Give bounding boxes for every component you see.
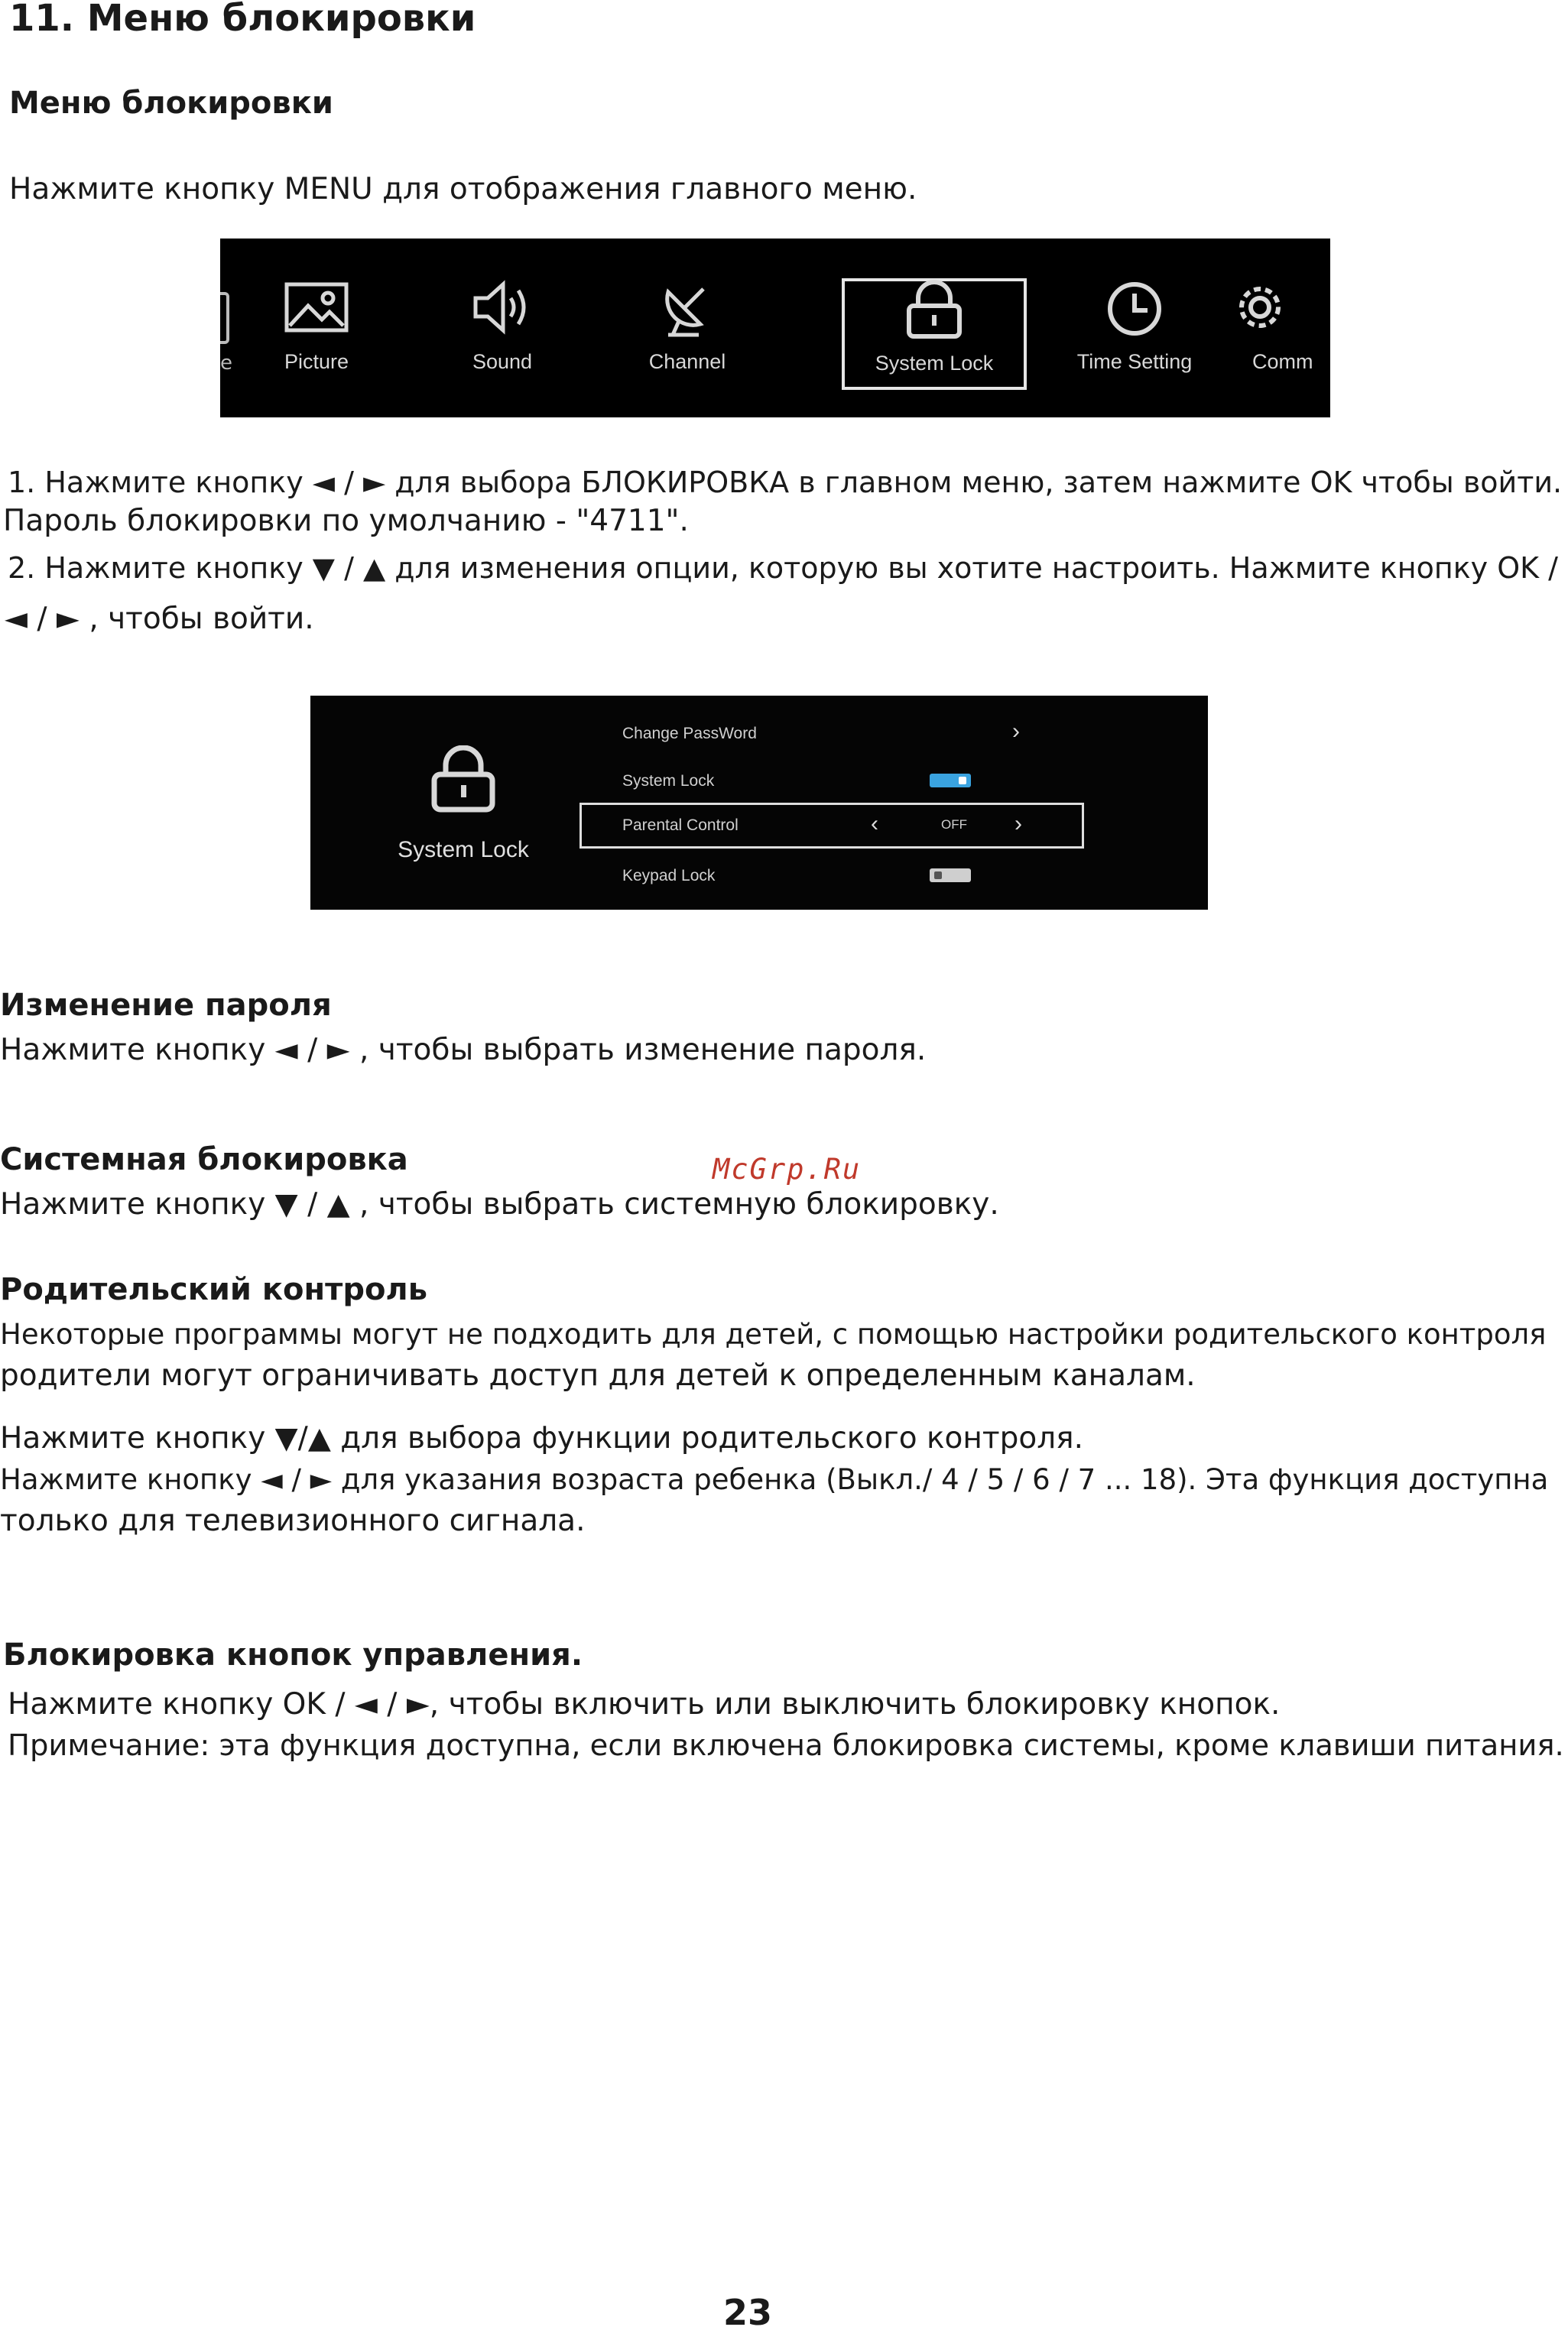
menu-item-channel[interactable]: [595, 239, 780, 417]
menu-item-label: Comm: [1252, 350, 1313, 373]
row-label: Keypad Lock: [622, 867, 716, 884]
parental-section-title: Родительский контроль: [0, 1272, 428, 1307]
row-label: Parental Control: [622, 816, 739, 834]
step-1-text: 1. Нажмите кнопку ◄ / ► для выбора БЛОКИРОВКА в главном меню, затем нажмите OK чтобы войти.: [8, 466, 1563, 499]
parental-text-line: только для телевизионного сигнала.: [0, 1504, 586, 1538]
system-section-title: Системная блокировка: [0, 1142, 408, 1177]
main-menu-bar: [220, 239, 1330, 417]
row-change-password[interactable]: [579, 711, 1084, 757]
menu-item-label: Sound: [472, 350, 533, 373]
parental-text-line: Некоторые программы могут не подходить для детей, с помощью настройки родительского контроля: [0, 1318, 1547, 1351]
password-section-text: Нажмите кнопку ◄ / ► , чтобы выбрать изменение пароля.: [0, 1033, 927, 1067]
row-label: System Lock: [622, 772, 715, 790]
menu-item-common[interactable]: [1210, 239, 1330, 417]
row-system-lock[interactable]: [579, 758, 1084, 804]
menu-item-picture[interactable]: [224, 239, 409, 417]
lock-icon: [900, 280, 969, 341]
satellite-icon: [653, 277, 722, 338]
partial-menu-label: e: [220, 352, 232, 375]
keypad-text-line: Примечание: эта функция доступна, если включена блокировка системы, кроме клавиши питания.: [8, 1728, 1564, 1763]
clock-icon: [1100, 277, 1169, 338]
keypad-text-line: Нажмите кнопку OK / ◄ / ►, чтобы включить или выключить блокировку кнопок.: [8, 1687, 1281, 1722]
menu-item-system-lock[interactable]: [842, 278, 1027, 390]
parental-control-value: OFF: [941, 817, 967, 832]
menu-item-label: Channel: [648, 350, 726, 373]
page-title: 11. Меню блокировки: [9, 0, 476, 40]
watermark: McGrp.Ru: [713, 1153, 862, 1186]
menu-item-sound[interactable]: [410, 239, 595, 417]
chevron-left-icon[interactable]: ‹: [871, 811, 878, 836]
section-subtitle: Меню блокировки: [9, 86, 333, 121]
parental-text-line: Нажмите кнопку ▼/▲ для выбора функции родительского контроля.: [0, 1421, 1084, 1456]
chevron-right-icon: ›: [1012, 719, 1020, 744]
menu-item-label: System Lock: [875, 352, 994, 375]
parental-text-line: родители могут ограничивать доступ для детей к определенным каналам.: [0, 1358, 1196, 1393]
intro-text: Нажмите кнопку MENU для отображения главного меню.: [9, 172, 917, 206]
menu-item-time-setting[interactable]: [1042, 239, 1227, 417]
lock-icon: [425, 745, 502, 814]
row-label: Change PassWord: [622, 725, 757, 742]
lock-panel-title: System Lock: [398, 837, 529, 862]
step-2-continued-text: ◄ / ► , чтобы войти.: [5, 602, 314, 636]
step-1-password-text: Пароль блокировки по умолчанию - "4711".: [3, 504, 689, 538]
menu-item-label: Picture: [284, 350, 349, 373]
parental-text-line: Нажмите кнопку ◄ / ► для указания возраста ребенка (Выкл./ 4 / 5 / 6 / 7 ... 18). Эта функция доступна: [0, 1463, 1549, 1496]
row-keypad-lock[interactable]: [579, 853, 1084, 899]
speaker-icon: [468, 277, 537, 338]
picture-icon: [282, 277, 351, 338]
password-section-title: Изменение пароля: [0, 988, 332, 1023]
system-lock-toggle[interactable]: [930, 774, 971, 787]
menu-item-label: Time Setting: [1076, 350, 1193, 373]
step-2-text: 2. Нажмите кнопку ▼ / ▲ для изменения опции, которую вы хотите настроить. Нажмите кнопку OK /: [8, 551, 1558, 585]
gear-icon: [1226, 277, 1294, 338]
keypad-lock-toggle[interactable]: [930, 868, 971, 882]
system-section-text: Нажмите кнопку ▼ / ▲ , чтобы выбрать системную блокировку.: [0, 1187, 999, 1222]
row-parental-control[interactable]: [579, 803, 1084, 849]
keypad-section-title: Блокировка кнопок управления.: [3, 1637, 583, 1673]
system-lock-panel: [310, 696, 1208, 910]
chevron-right-icon[interactable]: ›: [1014, 811, 1022, 836]
page-number: 23: [723, 2292, 773, 2333]
